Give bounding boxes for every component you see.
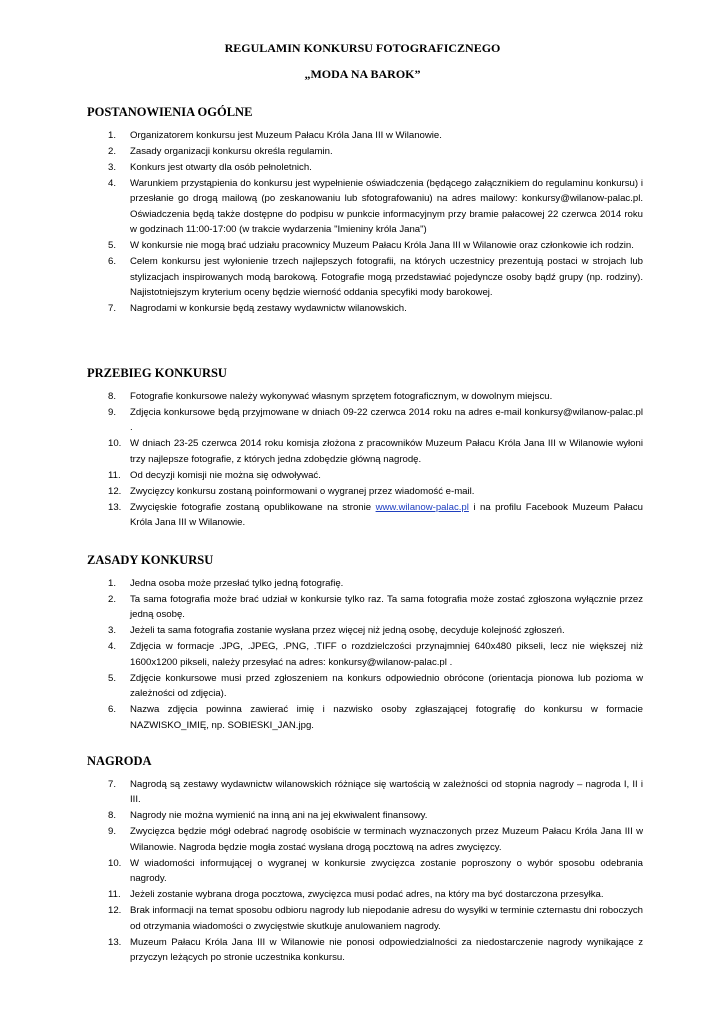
item-number: 11.: [108, 889, 121, 901]
list-item: [87, 671, 643, 702]
item-number: 4.: [108, 641, 117, 653]
item-text: Zdjęcie konkursowe musi przed zgłoszeniem na konkurs odpowiednio obrócone (orientacja pionowa lub pozioma w zależności od zdjęcia).: [130, 672, 643, 700]
item-text: Nazwa zdjęcia powinna zawierać imię i nazwisko osoby zgłaszającej fotografię do konkursu w formacie NAZWISKO_IMIĘ, np. SOBIESKI_JAN.jpg.: [130, 704, 643, 731]
item-number: 2.: [108, 594, 117, 605]
list-item: [87, 903, 643, 934]
item-text: Jeżeli zostanie wybrana droga pocztowa, zwycięzca musi podać adres, na który ma być dostarczona przesyłka.: [130, 889, 604, 901]
item-number: 1.: [108, 130, 117, 141]
list-item: [87, 777, 643, 808]
item-number: 10.: [108, 438, 122, 450]
item-text: Zwycięzca będzie mógł odebrać nagrodę osobiście w terminach wyznaczonych przez Muzeum Pałacu Króla Jana III w Wilanowie. Nagroda będzie mogła zostać wysłana drogą pocztową na adres zwycięzcy.: [130, 826, 643, 853]
document-title: REGULAMIN KONKURSU FOTOGRAFICZNEGO: [224, 41, 501, 55]
item-text: Nagrodami w konkursie będą zestawy wydawnictw wilanowskich.: [130, 303, 407, 315]
website-link[interactable]: www.wilanow-palac.pl: [375, 501, 469, 513]
item-text: Zasady organizacji konkursu określa regulamin.: [130, 146, 333, 157]
section-process: [87, 366, 643, 531]
item-number: 11.: [108, 469, 121, 481]
section-rules: [87, 553, 643, 734]
list-item: [87, 500, 643, 531]
list-item: [87, 576, 643, 591]
list-item: [87, 856, 643, 887]
item-number: 13.: [108, 501, 122, 513]
item-text: Zdjęcia konkursowe będą przyjmowane w dniach 09-22 czerwca 2014 roku na adres e-mail konkursy@wilanow-palac.pl .: [130, 407, 643, 434]
list-item: [87, 144, 643, 159]
item-number: 7.: [108, 779, 117, 790]
list-item: [87, 389, 643, 404]
list-item: [87, 824, 643, 855]
item-text: Od decyzji komisji nie można się odwoływać.: [130, 469, 321, 481]
item-text: Warunkiem przystąpienia do konkursu jest wypełnienie oświadczenia (będącego załącznikiem do regulaminu konkursu) i przesłanie go drogą mailową (po zeskanowaniu lub sfotografowaniu) na adres mailowy: konkursy@wilanow-palac.pl. Oświadczenia będą także dostępne do podpisu w punkcie informacyjnym przy bramie pałacowej 22 czerwca 2014 roku w godzinach 11:00-17:00 (w trakcie wydarzenia "Imieniny króla Jana"): [130, 178, 643, 236]
section-heading: PRZEBIEG KONKURSU: [87, 366, 227, 380]
section-heading: POSTANOWIENIA OGÓLNE: [87, 105, 253, 119]
item-number: 9.: [108, 826, 117, 838]
item-number: 8.: [108, 391, 117, 402]
item-text: Jeżeli ta sama fotografia zostanie wysłana przez więcej niż jedną osobę, decyduje kolejność zgłoszeń.: [130, 625, 565, 637]
item-number: 5.: [108, 240, 117, 252]
section-heading: ZASADY KONKURSU: [87, 553, 214, 567]
list-item: [87, 702, 643, 733]
list-item: [87, 484, 643, 499]
list-item: [87, 128, 643, 143]
item-number: 7.: [108, 303, 117, 315]
list-item: [87, 160, 643, 175]
item-number: 3.: [108, 162, 117, 173]
item-number: 6.: [108, 256, 117, 268]
document-subtitle: „MODA NA BAROK”: [304, 67, 421, 81]
general-list: [87, 128, 643, 316]
item-number: 8.: [108, 810, 117, 822]
item-text: Organizatorem konkursu jest Muzeum Pałacu Króla Jana III w Wilanowie.: [130, 130, 442, 141]
item-number: 4.: [108, 178, 117, 189]
list-item: [87, 623, 643, 638]
item-text-before: Zwycięskie fotografie zostaną opublikowane na stronie: [130, 501, 376, 513]
list-item: [87, 808, 643, 823]
list-item: [87, 639, 643, 670]
section-prize: [87, 754, 643, 966]
item-text: Fotografie konkursowe należy wykonywać własnym sprzętem fotograficznym, w dowolnym miejscu.: [130, 391, 553, 402]
item-number: 2.: [108, 146, 117, 157]
list-item: [87, 176, 643, 238]
item-text: Zdjęcia w formacje .JPG, .JPEG, .PNG, .TIFF o rozdzielczości przynajmniej 640x480 pikseli, lecz nie większej niż 1600x1200 pikseli, należy przesyłać na adres: konkursy@wilanow-palac.pl .: [130, 641, 643, 668]
list-item: [87, 887, 643, 902]
item-text: Nagrody nie można wymienić na inną ani na jej ekwiwalent finansowy.: [130, 810, 428, 822]
prize-list: [87, 777, 643, 965]
item-number: 12.: [108, 905, 122, 917]
section-heading: NAGRODA: [87, 754, 152, 768]
item-number: 6.: [108, 704, 117, 716]
item-number: 10.: [108, 857, 122, 869]
rules-list: [87, 576, 643, 733]
list-item: [87, 254, 643, 300]
list-item: [87, 238, 643, 253]
list-item: [87, 935, 643, 966]
item-text: Brak informacji na temat sposobu odbioru nagrody lub niepodanie adresu do wysyłki w terminie czternastu dni roboczych od otrzymania wiadomości o zwycięstwie skutkuje anulowaniem nagrody.: [130, 905, 644, 932]
list-item: [87, 436, 643, 467]
item-number: 1.: [108, 578, 117, 589]
section-general: [87, 105, 643, 317]
item-text: Zwycięzcy konkursu zostaną poinformowani o wygranej przez wiadomość e-mail.: [130, 485, 475, 497]
item-text: W dniach 23-25 czerwca 2014 roku komisja złożona z pracowników Muzeum Pałacu Króla Jana III w Wilanowie wyłoni trzy najlepsze fotografie, z których jedna zdobędzie główną nagrodę.: [130, 438, 643, 465]
item-text-after: i na profilu Facebook Muzeum Pałacu Króla Jana III w Wilanowie.: [130, 501, 643, 529]
list-item: [87, 301, 643, 316]
item-text: Konkurs jest otwarty dla osób pełnoletnich.: [130, 162, 312, 173]
item-text: Nagrodą są zestawy wydawnictw wilanowskich różniące się wartością w zależności od stopnia nagrody – nagroda I, II i III.: [130, 779, 643, 806]
item-text: Ta sama fotografia może brać udział w konkursie tylko raz. Ta sama fotografia może zostać zgłoszona wyłącznie przez jedną osobę.: [130, 594, 643, 621]
list-item: [87, 592, 643, 623]
item-text: W konkursie nie mogą brać udziału pracownicy Muzeum Pałacu Króla Jana III w Wilanowie oraz członkowie ich rodzin.: [130, 240, 634, 252]
item-text: Jedna osoba może przesłać tylko jedną fotografię.: [130, 578, 344, 589]
item-text: W wiadomości informującej o wygranej w konkursie zwycięzca zostanie poproszony o wybór sposobu odebrania nagrody.: [130, 857, 643, 885]
item-text: Muzeum Pałacu Króla Jana III w Wilanowie nie ponosi odpowiedzialności za niedostarczenie nagrody wynikające z przyczyn leżących po stronie uczestnika konkursu.: [130, 936, 643, 964]
item-number: 5.: [108, 672, 117, 684]
process-list: [87, 389, 643, 531]
item-number: 13.: [108, 936, 122, 948]
item-number: 12.: [108, 485, 122, 497]
item-text: Celem konkursu jest wyłonienie trzech najlepszych fotografii, na których uczestnicy prezentują postaci w strojach lub stylizacjach inspirowanych modą barokową. Fotografie mogą przedstawiać pojedyncze osoby bądź grupy (np. rodziny). Najistotniejszym kryterium oceny będzie wierność oddania specyfiki mody barokowej.: [130, 256, 643, 299]
item-number: 9.: [108, 407, 117, 418]
list-item: [87, 405, 643, 436]
list-item: [87, 468, 643, 483]
item-number: 3.: [108, 625, 117, 637]
